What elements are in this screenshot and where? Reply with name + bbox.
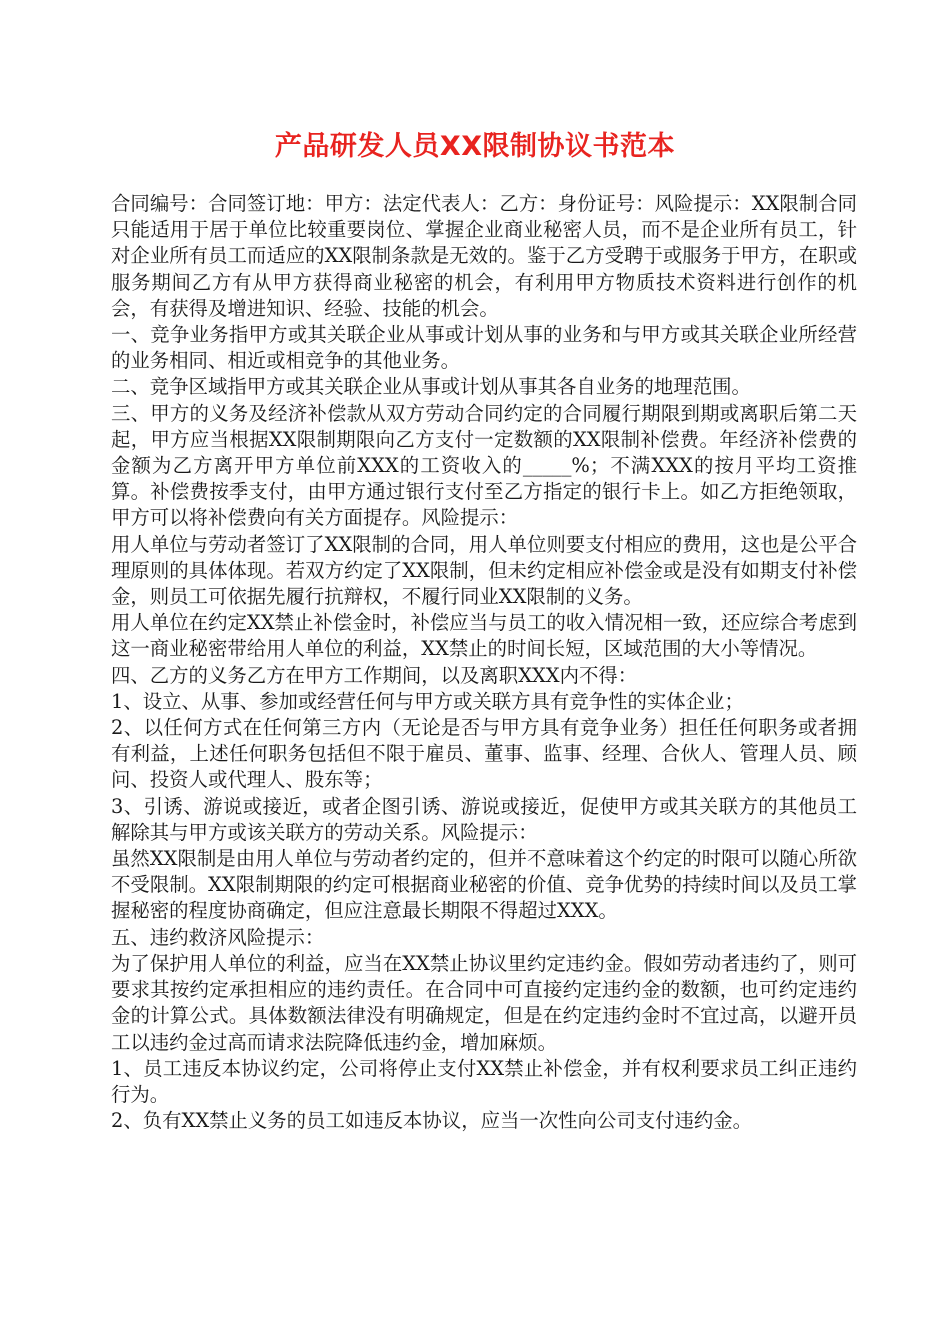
paragraph-penalty-item-2: 2、负有XX禁止义务的员工如违反本协议，应当一次性向公司支付违约金。 [111,1109,753,1133]
paragraph-risk-note-term: 虽然XX限制是由用人单位与劳动者约定的，但并不意味着这个约定的时限可以随心所欲不受限制。XX限制期限的约定可根据商业秘密的价值、竞争优势的持续时间以及员工掌握秘密的程度协商确定，但应注意最长期限不得超过XXX。 [111,847,857,923]
paragraph-intro: 合同编号：合同签订地：甲方：法定代表人：乙方：身份证号：风险提示：XX限制合同只能适用于居于单位比较重要岗位、掌握企业商业秘密人员，而不是企业所有员工，针对企业所有员工而适应的XX限制条款是无效的。鉴于乙方受聘于或服务于甲方，在职或服务期间乙方有从甲方获得商业秘密的机会，有利用甲方物质技术资料进行创作的机会，有获得及增进知识、经验、技能的机会。 [111,192,857,320]
paragraph-item-3: 3、引诱、游说或接近，或者企图引诱、游说或接近，促使甲方或其关联方的其他员工解除其与甲方或该关联方的劳动关系。风险提示： [111,794,857,844]
paragraph-item-2: 2、以任何方式在任何第三方内（无论是否与甲方具有竞争业务）担任任何职务或者拥有利益，上述任何职务包括但不限于雇员、董事、监事、经理、合伙人、管理人员、顾问、投资人或代理人、股东等； [111,716,857,792]
paragraph-clause-2: 二、竞争区域指甲方或其关联企业从事或计划从事其各自业务的地理范围。 [111,375,751,399]
paragraph-clause-5: 五、违约救济风险提示： [111,925,325,949]
document-body [111,191,857,1134]
paragraph-risk-note-penalty: 为了保护用人单位的利益，应当在XX禁止协议里约定违约金。假如劳动者违约了，则可要求其按约定承担相应的违约责任。在合同中可直接约定违约金的数额，也可约定违约金的计算公式。具体数额法律没有明确规定，但是在约定违约金时不宜过高，以避开员工以违约金过高而请求法院降低违约金，增加麻烦。 [111,951,857,1054]
paragraph-risk-note-amount: 用人单位在约定XX禁止补偿金时，补偿应当与员工的收入情况相一致，还应综合考虑到这一商业秘密带给用人单位的利益，XX禁止的时间长短，区域范围的大小等情况。 [111,611,857,661]
paragraph-risk-note-compensation: 用人单位与劳动者签订了XX限制的合同，用人单位则要支付相应的费用，这也是公平合理原则的具体体现。若双方约定了XX限制，但未约定相应补偿金或是没有如期支付补偿金，则员工可依据先履行抗辩权，不履行同业XX限制的义务。 [111,532,857,609]
paragraph-item-1: 1、设立、从事、参加或经营任何与甲方或关联方具有竞争性的实体企业； [111,689,744,713]
paragraph-clause-3: 三、甲方的义务及经济补偿款从双方劳动合同约定的合同履行期限到期或离职后第二天起，甲方应当根据XX限制期限向乙方支付一定数额的XX限制补偿费。年经济补偿费的金额为乙方离开甲方单位前XXX的工资收入的_____%；不满XXX的按月平均工资推算。补偿费按季支付，由甲方通过银行支付至乙方指定的银行卡上。如乙方拒绝领取，甲方可以将补偿费向有关方面提存。风险提示： [111,401,857,530]
paragraph-clause-4: 四、乙方的义务乙方在甲方工作期间，以及离职XXX内不得： [111,663,638,687]
paragraph-penalty-item-1: 1、员工违反本协议约定，公司将停止支付XX禁止补偿金，并有权利要求员工纠正违约行为。 [111,1056,857,1106]
paragraph-clause-1: 一、竞争业务指甲方或其关联企业从事或计划从事的业务和与甲方或其关联企业所经营的业务相同、相近或相竞争的其他业务。 [111,323,857,373]
document-title: 产品研发人员XX限制协议书范本 [274,131,676,162]
